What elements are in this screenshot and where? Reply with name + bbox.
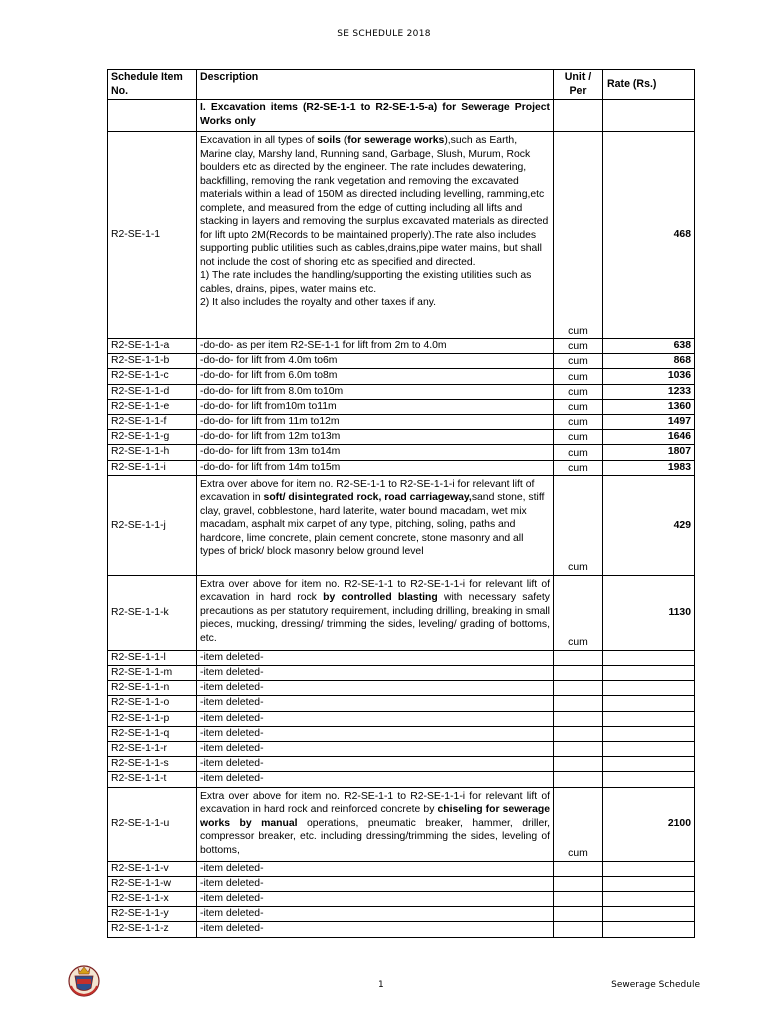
item-rate: 868 <box>603 354 695 369</box>
item-description: -item deleted- <box>197 681 554 696</box>
item-no: R2-SE-1-1-r <box>108 742 197 757</box>
item-unit: cum <box>554 339 603 354</box>
item-no: R2-SE-1-1-h <box>108 445 197 460</box>
table-row <box>108 475 695 575</box>
table-row <box>108 650 695 665</box>
item-no: R2-SE-1-1-t <box>108 772 197 787</box>
item-description: -item deleted- <box>197 861 554 876</box>
table-row <box>108 922 695 937</box>
item-no: R2-SE-1-1-i <box>108 460 197 475</box>
table-row <box>108 339 695 354</box>
header-unit: Unit / Per <box>554 70 603 100</box>
item-description: -item deleted- <box>197 922 554 937</box>
item-no: R2-SE-1-1-y <box>108 907 197 922</box>
header-schedule-item-no: Schedule Item No. <box>108 70 197 100</box>
item-no: R2-SE-1-1-k <box>108 575 197 650</box>
item-description: -item deleted- <box>197 696 554 711</box>
item-description: -item deleted- <box>197 757 554 772</box>
page-header-title: SE SCHEDULE 2018 <box>337 29 431 39</box>
item-no: R2-SE-1-1-s <box>108 757 197 772</box>
item-no: R2-SE-1-1-g <box>108 430 197 445</box>
item-rate: 1983 <box>603 460 695 475</box>
table-row <box>108 861 695 876</box>
section-title: I. Excavation items (R2-SE-1-1 to R2-SE-1-5-a) for Sewerage Project Works only <box>197 100 554 132</box>
item-rate: 1497 <box>603 415 695 430</box>
item-no: R2-SE-1-1-j <box>108 475 197 575</box>
item-rate: 1130 <box>603 575 695 650</box>
item-description: -do-do- for lift from 4.0m to6m <box>197 354 554 369</box>
table-row <box>108 742 695 757</box>
table-row <box>108 711 695 726</box>
municipal-emblem-icon <box>66 962 102 998</box>
item-unit: cum <box>554 415 603 430</box>
item-description: -item deleted- <box>197 666 554 681</box>
footer-label: Sewerage Schedule <box>611 980 700 990</box>
item-no: R2-SE-1-1-m <box>108 666 197 681</box>
item-no: R2-SE-1-1 <box>108 132 197 339</box>
item-rate: 1233 <box>603 384 695 399</box>
item-description: -item deleted- <box>197 742 554 757</box>
item-unit: cum <box>554 399 603 414</box>
schedule-table <box>107 69 695 938</box>
item-rate: 468 <box>603 132 695 339</box>
item-unit: cum <box>554 475 603 575</box>
table-row <box>108 772 695 787</box>
item-description: -do-do- for lift from 8.0m to10m <box>197 384 554 399</box>
table-row <box>108 876 695 891</box>
item-no: R2-SE-1-1-d <box>108 384 197 399</box>
table-row <box>108 787 695 861</box>
item-rate: 1646 <box>603 430 695 445</box>
table-row <box>108 726 695 741</box>
item-description: -item deleted- <box>197 892 554 907</box>
table-row <box>108 575 695 650</box>
item-description: -do-do- as per item R2-SE-1-1 for lift from 2m to 4.0m <box>197 339 554 354</box>
item-unit: cum <box>554 460 603 475</box>
item-rate: 638 <box>603 339 695 354</box>
header-rate: Rate (Rs.) <box>603 70 695 100</box>
item-description: -do-do- for lift from10m to11m <box>197 399 554 414</box>
item-rate: 2100 <box>603 787 695 861</box>
item-description: Extra over above for item no. R2-SE-1-1 to R2-SE-1-1-i for relevant lift of excavation in hard rock and reinforced concrete by chiseling for sewerage works by manual operations, pneumatic breaker, hammer, driller, compressor breaker, etc. including dressing/trimming the sides, leveling of bottoms, <box>197 787 554 861</box>
item-no: R2-SE-1-1-p <box>108 711 197 726</box>
table-row <box>108 445 695 460</box>
table-row <box>108 696 695 711</box>
item-description: -item deleted- <box>197 711 554 726</box>
page-number: 1 <box>378 980 384 990</box>
item-description: -item deleted- <box>197 907 554 922</box>
table-row <box>108 666 695 681</box>
item-no: R2-SE-1-1-a <box>108 339 197 354</box>
table-row <box>108 369 695 384</box>
table-row <box>108 354 695 369</box>
item-description: Extra over above for item no. R2-SE-1-1 to R2-SE-1-1-i for relevant lift of excavation in soft/ disintegrated rock, road carriageway,sand stone, stiff clay, gravel, cobblestone, hard laterite, water bound macadam, wet mix macadam, asphalt mix carpet of any type, pitching, soling, paths and hardcore, lime concrete, plain cement concrete, stone masonry and all types of brick/ block masonry below ground level <box>197 475 554 575</box>
table-row <box>108 907 695 922</box>
header-description: Description <box>197 70 554 100</box>
item-description: -item deleted- <box>197 876 554 891</box>
item-no: R2-SE-1-1-b <box>108 354 197 369</box>
item-no: R2-SE-1-1-c <box>108 369 197 384</box>
item-no: R2-SE-1-1-x <box>108 892 197 907</box>
table-row <box>108 460 695 475</box>
item-no: R2-SE-1-1-e <box>108 399 197 414</box>
item-description: -do-do- for lift from 14m to15m <box>197 460 554 475</box>
table-row <box>108 132 695 339</box>
item-description: Excavation in all types of soils (for sewerage works),such as Earth, Marine clay, Marshy land, Running sand, Garbage, Slush, Murum, Rock boulders etc as directed by the engineer. The rate includes dewatering, backfilling, removing the rank vegetation and removing the excavated materials within a lead of 150M as directed including levelling, ramming,etc complete, and measured from the edge of cutting including all lifts and stacking in layers and removing the surplus excavated materials as directed for lift upto 2M(Records to be maintained properly).The rate also includes supporting public utilities such as cables,drains,pipe water mains, but shall not include the cost of shoring etc as specified and directed. 1) The rate includes the handling/supporting the existing utilities such as cables, drains, pipes, water mains etc. 2) It also includes the royalty and other taxes if any. <box>197 132 554 339</box>
item-no: R2-SE-1-1-v <box>108 861 197 876</box>
item-rate: 1807 <box>603 445 695 460</box>
item-note: 2) It also includes the royalty and other taxes if any. <box>200 297 437 308</box>
item-rate: 1360 <box>603 399 695 414</box>
item-description: -do-do- for lift from 12m to13m <box>197 430 554 445</box>
item-unit: cum <box>554 384 603 399</box>
item-no: R2-SE-1-1-l <box>108 650 197 665</box>
item-no: R2-SE-1-1-f <box>108 415 197 430</box>
item-description: -item deleted- <box>197 726 554 741</box>
item-note: 1) The rate includes the handling/supporting the existing utilities such as cables, drains, pipes, water mains etc. <box>200 270 532 295</box>
item-unit: cum <box>554 445 603 460</box>
item-no: R2-SE-1-1-u <box>108 787 197 861</box>
item-unit: cum <box>554 354 603 369</box>
table-row <box>108 399 695 414</box>
item-description: -do-do- for lift from 13m to14m <box>197 445 554 460</box>
table-row <box>108 892 695 907</box>
item-no: R2-SE-1-1-n <box>108 681 197 696</box>
item-unit: cum <box>554 430 603 445</box>
item-unit: cum <box>554 369 603 384</box>
item-unit: cum <box>554 575 603 650</box>
table-row <box>108 415 695 430</box>
item-description: -do-do- for lift from 11m to12m <box>197 415 554 430</box>
item-description: -do-do- for lift from 6.0m to8m <box>197 369 554 384</box>
table-row <box>108 757 695 772</box>
item-no: R2-SE-1-1-o <box>108 696 197 711</box>
table-row <box>108 681 695 696</box>
table-row <box>108 430 695 445</box>
item-no: R2-SE-1-1-w <box>108 876 197 891</box>
item-description: -item deleted- <box>197 772 554 787</box>
item-rate: 1036 <box>603 369 695 384</box>
table-row <box>108 384 695 399</box>
item-description: -item deleted- <box>197 650 554 665</box>
item-description: Extra over above for item no. R2-SE-1-1 to R2-SE-1-1-i for relevant lift of excavation in hard rock by controlled blasting with necessary safety precautions as per statutory requirement, including drilling, breaking in small pieces, mucking, dressing/ trimming the sides, leveling/ grading of bottoms, etc. <box>197 575 554 650</box>
item-unit: cum <box>554 787 603 861</box>
item-unit: cum <box>554 132 603 339</box>
section-row <box>108 100 695 132</box>
item-no: R2-SE-1-1-q <box>108 726 197 741</box>
item-rate: 429 <box>603 475 695 575</box>
table-header-row <box>108 70 695 100</box>
item-no: R2-SE-1-1-z <box>108 922 197 937</box>
